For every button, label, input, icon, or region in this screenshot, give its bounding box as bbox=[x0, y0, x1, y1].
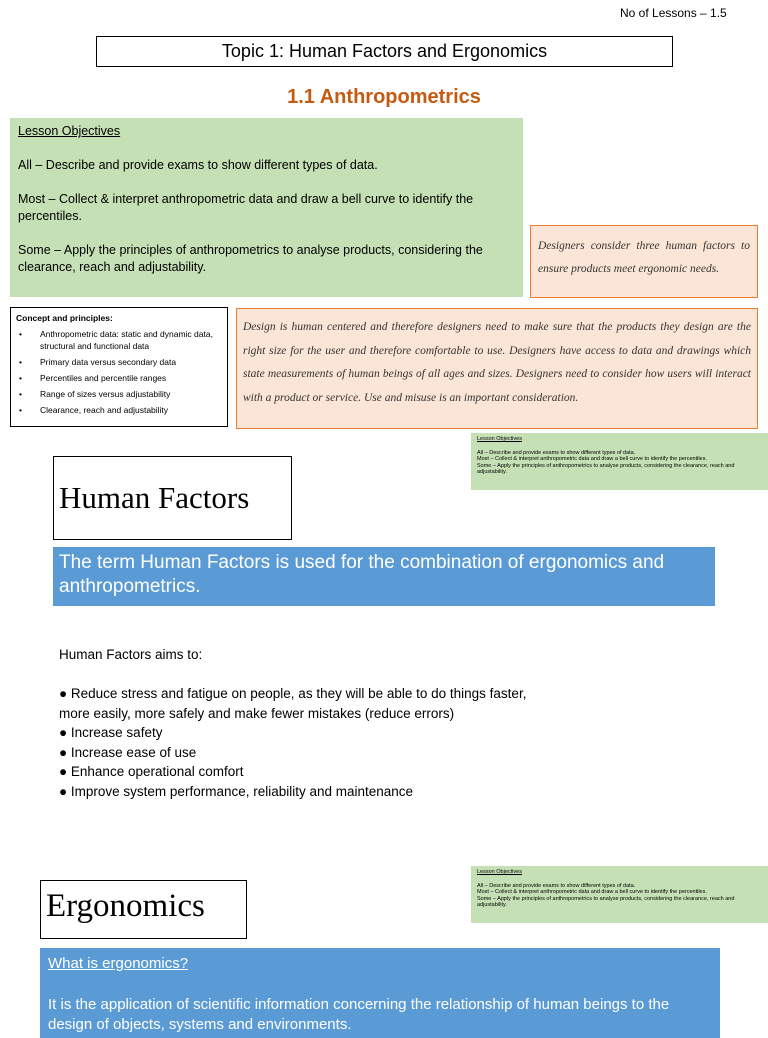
human-factors-aims bbox=[59, 645, 619, 801]
concepts-list bbox=[16, 328, 222, 416]
ergonomics-question: What is ergonomics? bbox=[48, 955, 189, 972]
mini-objective-some: Some – Apply the principles of anthropometrics to analyse products, considering the clearance, reach and adjustability. bbox=[477, 895, 735, 908]
aims-intro: Human Factors aims to: bbox=[59, 647, 203, 662]
aim-item: more easily, more safely and make fewer mistakes (reduce errors) bbox=[59, 705, 455, 721]
objective-some: Some – Apply the principles of anthropometrics to analyse products, considering the clearance, reach and adjustability. bbox=[18, 243, 483, 274]
objectives-heading: Lesson Objectives bbox=[18, 124, 121, 138]
aim-item: ● Increase safety bbox=[59, 725, 163, 740]
concepts-heading: Concept and principles: bbox=[16, 313, 113, 323]
aim-item: ● Increase ease of use bbox=[59, 744, 197, 760]
mini-objective-all: All – Describe and provide exams to show different types of data. bbox=[477, 882, 636, 889]
section-title: 1.1 Anthropometrics bbox=[287, 86, 481, 108]
mini-objective-most: Most – Collect & interpret anthropometric data and draw a bell curve to identify the percentiles. bbox=[477, 889, 707, 895]
mini-objective-most: Most – Collect & interpret anthropometric data and draw a bell curve to identify the percentiles. bbox=[477, 456, 707, 462]
design-note: Design is human centered and therefore designers need to make sure that the products they design are the right size for the user and therefore comfortable to use. Designers have access to data and drawings which state measurements of human beings of all ages and sizes. Designers need to consider how users will interact with a product or service. Use and misuse is an important consideration. bbox=[236, 308, 758, 429]
ergonomics-definition: It is the application of scientific information concerning the relationship of human beings to the design of objects, systems and environments. bbox=[48, 996, 670, 1033]
concepts-panel bbox=[10, 307, 228, 427]
mini-objectives-panel bbox=[471, 433, 768, 490]
mini-objectives-panel bbox=[471, 866, 768, 923]
aim-item: ● Improve system performance, reliability and maintenance bbox=[59, 783, 414, 799]
ergonomics-title: Ergonomics bbox=[40, 880, 247, 939]
mini-objective-some: Some – Apply the principles of anthropometrics to analyse products, considering the clearance, reach and adjustability. bbox=[477, 462, 735, 475]
concept-item: • Range of sizes versus adjustability bbox=[40, 388, 222, 400]
mini-objectives-heading: Lesson Objectives bbox=[477, 436, 522, 442]
concept-item: • Anthropometric data: static and dynamic data, structural and functional data bbox=[40, 328, 222, 352]
lessons-count: No of Lessons – 1.5 bbox=[620, 6, 727, 20]
objective-most: Most – Collect & interpret anthropometric data and draw a bell curve to identify the percentiles. bbox=[18, 192, 474, 223]
objective-all: All – Describe and provide exams to show different types of data. bbox=[18, 158, 378, 172]
concept-item: • Percentiles and percentile ranges bbox=[40, 372, 222, 384]
topic-title: Topic 1: Human Factors and Ergonomics bbox=[96, 36, 673, 67]
human-factors-title: Human Factors bbox=[53, 456, 292, 540]
lesson-objectives-panel bbox=[10, 118, 523, 297]
mini-objective-all: All – Describe and provide exams to show different types of data. bbox=[477, 449, 636, 456]
aim-item: ● Enhance operational comfort bbox=[59, 764, 244, 779]
mini-objectives-heading: Lesson Objectives bbox=[477, 869, 522, 875]
ergonomics-panel bbox=[40, 948, 720, 1038]
human-factors-note: Designers consider three human factors to ensure products meet ergonomic needs. bbox=[530, 225, 758, 298]
human-factors-term: The term Human Factors is used for the combination of ergonomics and anthropometrics. bbox=[53, 547, 715, 606]
concept-item: • Clearance, reach and adjustability bbox=[40, 404, 222, 416]
concept-item: • Primary data versus secondary data bbox=[40, 356, 222, 368]
aim-item: ● Reduce stress and fatigue on people, as they will be able to do things faster, bbox=[59, 686, 527, 701]
